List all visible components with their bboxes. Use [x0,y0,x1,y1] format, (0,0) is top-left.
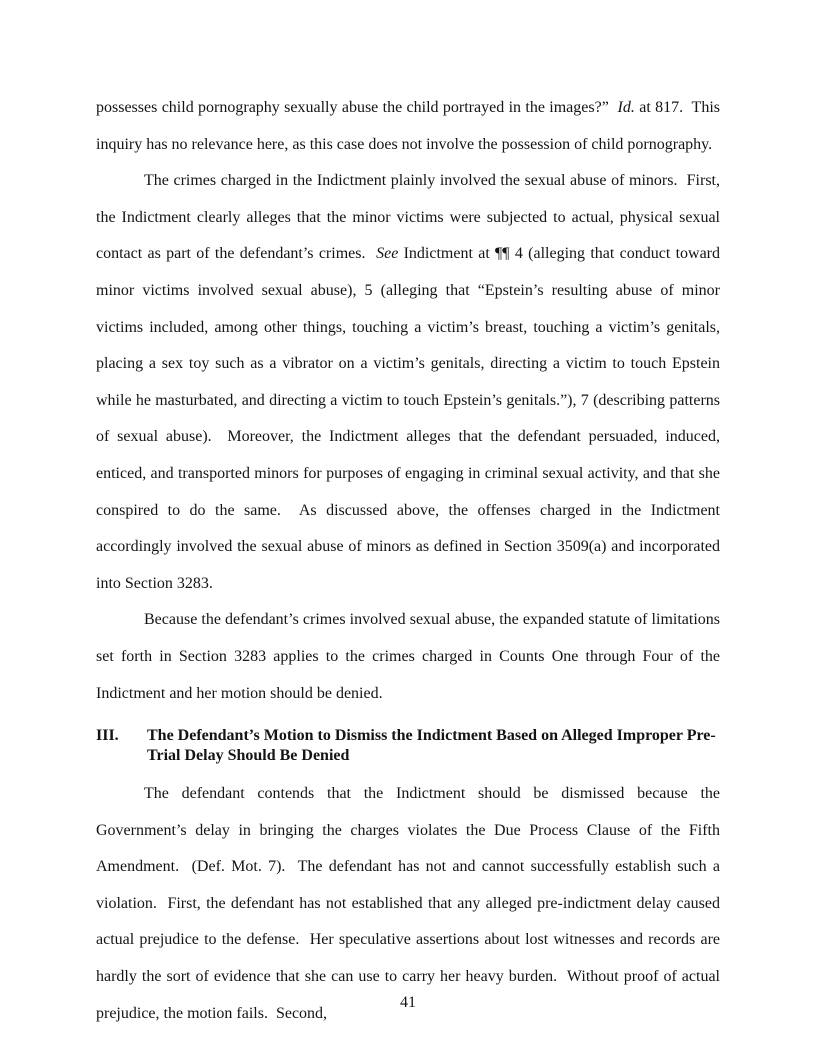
paragraph [96,163,720,602]
text-run: The crimes charged in the Indictment plainly involved the sexual abuse of minors. First, the Indictment clearly alleges that the minor victims were subjected to actual, physical sexual contact as part of the defendant’s crimes. [96,172,720,263]
section-number: III. [96,727,119,745]
text-run: possesses child pornography sexually abuse the child portrayed in the images?” [96,99,618,116]
document-body [96,90,720,1032]
citation-italic: Id. [617,99,635,116]
section-title: The Defendant’s Motion to Dismiss the Indictment Based on Alleged Improper Pre-Trial Delay Should Be Denied [147,727,716,764]
citation-italic: See [376,245,399,263]
text-run: Because the defendant’s crimes involved sexual abuse, the expanded statute of limitations set forth in Section 3283 applies to the crimes charged in Counts One through Four of the Indictment and her motion should be denied. [96,611,720,702]
page-number: 41 [400,994,416,1011]
paragraph [96,90,720,163]
text-run: at 817. This inquiry has no relevance here, as this case does not involve the possession of child pornography. [96,99,721,153]
text-run: Indictment at ¶¶ 4 (alleging that conduct toward minor victims involved sexual abuse), 5 (alleging that “Epstein’s resulting abuse of minor victims included, among other things, touching a victim’s breast, touching a victim’s genitals, placing a sex toy such as a vibrator on a victim’s genitals, directing a victim to touch Epstein while he masturbated, and directing a victim to touch Epstein’s genitals.”), 7 (describing patterns of sexual abuse). Moreover, the Indictment alleges that the defendant persuaded, induced, enticed, and transported minors for purposes of engaging in criminal sexual activity, and that she conspired to do the same. As discussed above, the offenses charged in the Indictment accordingly involved the sexual abuse of minors as defined in Section 3509(a) and incorporated into Section 3283. [96,245,721,592]
text-run: The defendant contends that the Indictment should be dismissed because the Government’s delay in bringing the charges violates the Due Process Clause of the Fifth Amendment. (Def. Mot. 7). The defendant has not and cannot successfully establish such a violation. First, the defendant has not established that any alleged pre-indictment delay caused actual prejudice to the defense. Her speculative assertions about lost witnesses and records are hardly the sort of evidence that she can use to carry her heavy burden. Without proof of actual prejudice, the motion fails. Second, [96,785,720,1022]
section-heading [96,726,720,765]
paragraph [96,602,720,712]
